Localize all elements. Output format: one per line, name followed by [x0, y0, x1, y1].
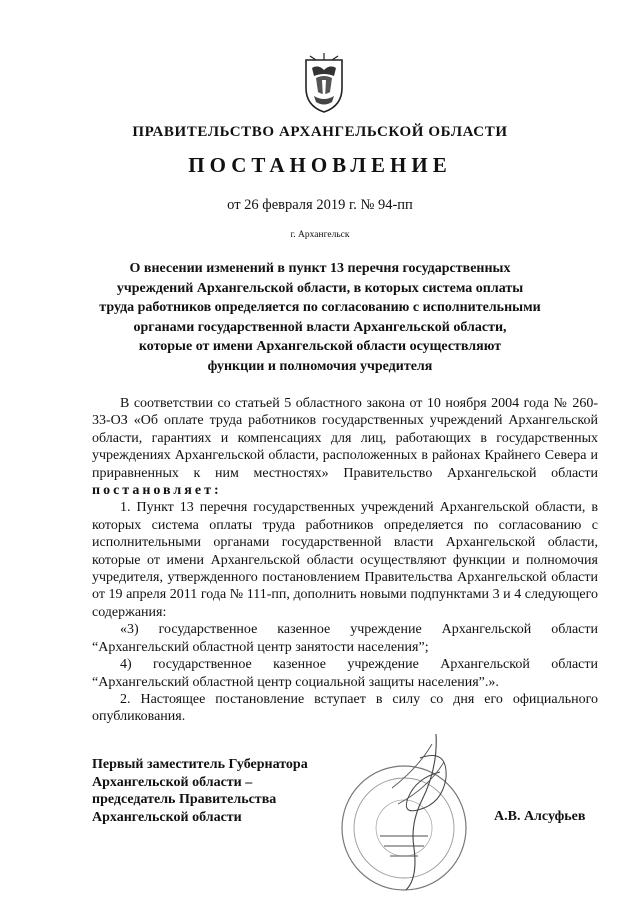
- subject-line: которые от имени Архангельской области осуществляют: [138, 339, 502, 355]
- subject-line: О внесении изменений в пункт 13 перечня государственных: [129, 261, 511, 276]
- item-2-paragraph: 2. Настоящее постановление вступает в силу со дня его официального опубликования.: [92, 691, 598, 725]
- signatory-name: А.В. Алсуфьев: [494, 809, 586, 824]
- document-body: [92, 395, 598, 726]
- subitem-3-paragraph: «3) государственное казенное учреждение Архангельской области “Архангельский областной центр занятости населения”;: [92, 622, 598, 655]
- document-city: г. Архангельск: [290, 230, 350, 240]
- government-title: ПРАВИТЕЛЬСТВО АРХАНГЕЛЬСКОЙ ОБЛАСТИ: [132, 124, 508, 140]
- signatory-position: [92, 756, 308, 826]
- resolution-keyword: постановляет:: [92, 483, 222, 499]
- signatory-line: Архангельской области: [92, 809, 242, 825]
- signatory-line: председатель Правительства: [92, 792, 277, 808]
- subject-line: учреждений Архангельской области, в которых система оплаты: [116, 280, 524, 296]
- subject-line: функции и полномочия учредителя: [207, 358, 433, 374]
- signatory-line: Первый заместитель Губернатора: [92, 757, 308, 772]
- signatory-line: Архангельской области –: [92, 774, 253, 790]
- coat-of-arms-icon: [302, 52, 346, 114]
- subject-line: органами государственной власти Архангельской области,: [133, 319, 507, 335]
- intro-paragraph: [92, 395, 598, 499]
- item-1-paragraph: 1. Пункт 13 перечня государственных учреждений Архангельской области, в которых система оплаты труда работников определяется по согласованию с исполнительными органами государственной власти Архангельской области, которые от имени Архангельской области осуществляют функции и полномочия учредителя, утвержденного постановлением Правительства Архангельской области от 19 апреля 2011 года № 111-пп, дополнить новыми подпунктами 3 и 4 следующего содержания:: [92, 500, 598, 620]
- intro-text: В соответствии со статьей 5 областного закона от 10 ноября 2004 года № 260-33-ОЗ «Об оплате труда работников государственных учреждений Архангельской области, гарантиях и компенсациях для лиц, работающих в государственных учреждениях Архангельской области, расположенных в районах Крайнего Севера и приравненных к ним местностях» Правительство Архангельской области: [92, 396, 598, 481]
- subitem-4-paragraph: 4) государственное казенное учреждение Архангельской области “Архангельский областной центр социальной защиты населения”.».: [92, 657, 598, 690]
- official-seal-and-signature-icon: [318, 728, 488, 900]
- document-date-number: от 26 февраля 2019 г. № 94-пп: [227, 197, 413, 213]
- document-type: ПОСТАНОВЛЕНИЕ: [188, 153, 452, 177]
- document-subject: [80, 259, 560, 377]
- subject-line: труда работников определяется по согласованию с исполнительными: [99, 300, 541, 316]
